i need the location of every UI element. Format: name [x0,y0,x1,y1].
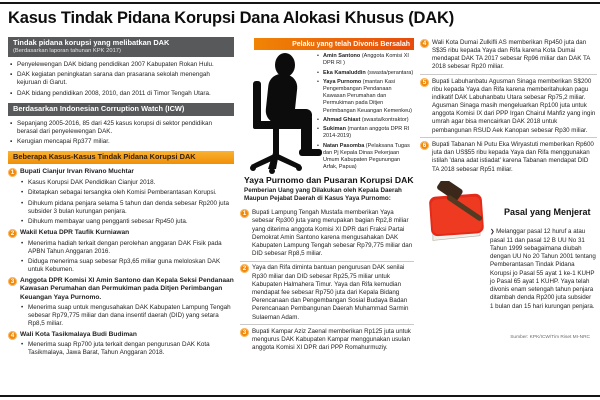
person-name: Ahmad Ghiast [323,116,361,123]
item-text: Bupati Tabanan Ni Putu Eka Wiryastuti memberikan Rp600 juta dan US$55 ribu kepada Yaya dan Rifa menggunakan istilah 'dana adat istiadat' karena Tabanan mendapat DID TA 2018 sebesar Rp51 miliar. [432,141,594,173]
convicted-person [317,143,414,172]
yaya-section-title: Yaya Purnomo dan Pusaran Korupsi DAK [244,175,414,186]
list-item: • Dihukum membayar uang pengganti sebesar Rp450 juta. [21,218,234,226]
icw-bullet-list [8,120,234,147]
section-kpk-subtitle: (Berdasarkan laporan tahunan KPK 2017) [13,47,121,54]
numbered-item [240,207,414,261]
pasal-body: ❯ Melanggar pasal 12 huruf a atau pasal 11 dan pasal 12 B UU No 31 Tahun 1999 sebagaimana diubah dengan UU No 20 Tahun 2001 tentang Pemberantasan Tindak Pidana Korupsi jo Pasal 55 ayat 1 ke-1 KUHP jo Pasal 65 ayat 1 KUHP. Yaya telah divonis enam setengah tahun penjara ditambah denda Rp200 juta subsider 1 bulan dan 15 hari kurungan penjara. [490,228,596,309]
section-cases-title: Beberapa Kasus-Kasus Tindak Pidana Korupsi DAK [13,152,196,162]
case-head [8,229,234,238]
case-head [8,277,234,302]
case-name: Wakil Ketua DPR Taufik Kurniawan [20,229,130,237]
item-number-badge: 2 [8,229,17,238]
convicted-person [317,70,414,77]
convicted-person [317,79,414,115]
list-item: ▪ DAK bidang pendidikan 2008, 2010, dan 2011 di Timor Tengah Utara. [10,90,234,98]
left-column [8,37,234,360]
case-item [8,331,234,358]
convicted-header [254,38,414,50]
list-item: • Menerima suap Rp700 juta terkait dengan pengurusan DAK Kota Tasikmalaya, Jawa Barat, Tahun Anggaran 2018. [21,341,234,357]
convicted-person [317,126,414,140]
person-role: (Anggota Komisi XI DPR RI ) [323,53,409,67]
case-name: Bupati Cianjur Irvan Rivano Muchtar [20,168,134,176]
numbered-item [420,74,597,138]
person-role: (swasta/kontraktor) [361,116,409,123]
item-number-badge: 4 [420,39,429,48]
list-item: • Kasus Korupsi DAK Pendidikan Cianjur 2018. [21,179,234,187]
case-head [8,168,234,177]
section-cases [8,151,234,357]
item-number-badge: 5 [420,78,429,87]
person-role: (swasta/perantara) [367,69,414,76]
convicted-title: Pelaku yang telah Divonis Bersalah [292,40,410,48]
yaya-item-list-continued [420,36,597,176]
page-title: Kasus Tindak Pidana Korupsi Dana Alokasi Khusus (DAK) [8,9,454,27]
list-item: • Menerima hadiah terkait dengan perolehan anggaran DAK Fisik pada APBN Tahun Anggaran 2016. [21,240,234,256]
pasal-title: Pasal yang Menjerat [504,207,591,218]
case-item [8,229,234,274]
person-role: (mantan anggota DPR RI 2014-2019) [323,126,410,140]
item-number-badge: 1 [240,209,249,218]
person-role: (Pelaksana Tugas dan Pj Kepala Dinas Pekerjaan Umum Kabupaten Pegunungan Arfak, Papua) [323,142,410,171]
case-name: Anggota DPR Komisi XI Amin Santono dan Kepala Seksi Pendanaan Kawasan Perumahan dan Permukiman pada Ditjen Perimbangan Keuangan Yaya Purnomo. [20,277,234,301]
middle-column [240,38,414,355]
convicted-person [317,117,414,124]
case-head [8,331,234,340]
person-name: Sukiman [323,126,346,133]
list-item: • Dihukum pidana penjara selama 5 tahun dan denda sebesar Rp200 juta subsider 3 bulan kurungan penjara. [21,200,234,216]
seated-person-silhouette-illustration [240,51,322,175]
convicted-person [317,53,414,67]
list-item: ▪ Sepanjang 2005-2016, 85 dari 425 kasus korupsi di sektor pendidikan berasal dari penyelewengan DAK. [10,120,234,136]
person-name: Amin Santono [323,53,361,60]
case-bullet-list [19,341,234,357]
pasal-text [490,228,596,311]
item-number-badge: 2 [240,264,249,273]
section-icw-title: Berdasarkan Indonesian Corruption Watch (ICW) [13,103,185,113]
item-text: Bupati Lampung Tengah Mustafa memberikan Yaya sebesar Rp300 juta yang merupakan bagian Rp2,8 miliar yang diterima anggota Komisi XI DPR dari Fraksi Partai Demokrat Amin Santono karena mengusahakan DAK Kabupaten Lampung Tengah sebesar Rp79,775 miliar dan DID sebesar Rp8,5 miliar. [252,209,413,258]
pasal-section [420,181,597,333]
list-item: • Diduga menerima suap sebesar Rp3,65 miliar guna meloloskan DAK untuk Kebumen. [21,258,234,274]
section-icw [8,103,234,146]
kpk-bullet-list [8,61,234,98]
top-rule [0,2,600,4]
section-icw-header [8,103,234,116]
person-role: (mantan Kasi Pengembangan Pendanaan Kawasan Perumahan dan Permukiman pada Ditjen Perimbangan Keuangan Kemenkeu) [323,78,412,114]
person-name: Eka Kamaluddin [323,69,366,76]
list-item: ▪ Kerugian mencapai Rp377 miliar. [10,138,234,146]
item-text: Bupati Labuhanbatu Agusman Sinaga memberikan S$200 ribu kepada Yaya dan Rifa karena memberitahukan pagu indikatif DAK Labuhanbatu Utara sebesar Rp75,2 miliar. Agusman Sinaga masih mengeluarkan Rp100 juta untuk anggota Komisi IX dari PPP Irgan Chairul Mahfiz yang ingin umrah agar bisa mencairkan DAK 2018 untuk pembangunan RSUD Aek Kanopan sebesar Rp30 miliar. [432,77,596,134]
item-text: Bupati Kampar Aziz Zaenal memberikan Rp125 juta untuk mengurus DAK Kabupaten Kampar menggunakan usulan anggota Komisi XI DPR dari PPP Romahurmuziy. [252,327,411,352]
yaya-item-list [240,207,414,356]
item-number-badge: 3 [8,277,17,286]
item-number-badge: 6 [420,141,429,150]
list-item: • Ditetapkan sebagai tersangka oleh Komisi Pemberantasan Korupsi. [21,189,234,197]
numbered-item [240,324,414,355]
case-list [8,168,234,357]
yaya-section-subtitle: Pemberian Uang yang Dilakukan oleh Kepala Daerah Maupun Pejabat Daerah di Kasus Yaya Purnomo: [244,187,402,203]
case-bullet-list [19,240,234,275]
case-item [8,168,234,226]
item-text: Wali Kota Dumai Zulkifli AS memberikan Rp450 juta dan S$35 ribu kepada Yaya dan Rifa karena Kota Dumai mendapat DAK TA 2017 sebesar Rp96 miliar dan DAK TA 2018 sebesar Rp20 miliar. [432,38,591,71]
case-bullet-list [19,179,234,226]
source-credit: Sumber: KPK/ICW/Tim Riset MI-NRC [510,335,590,340]
person-name: Natan Pasomba [323,142,365,149]
section-kpk [8,37,234,98]
bottom-rule [0,395,600,397]
right-column [420,36,597,333]
section-kpk-title: Tindak pidana korupsi yang melibatkan DAK [13,38,170,47]
list-item: • Menerima suap untuk mengusahakan DAK Kabupaten Lampung Tengah sebesar Rp79,775 miliar dan dana insentif daerah (DID) yang setara Rp8,5 miliar. [21,304,234,328]
convicted-list [317,53,414,171]
numbered-item [420,36,597,74]
case-item [8,277,234,327]
section-cases-header [8,151,234,164]
item-text: Yaya dan Rifa diminta bantuan pengurusan DAK senilai Rp30 miliar dan DID sebesar Rp25,75 miliar untuk Kabupaten Halmahera Timur. Yaya dan Rifa kemudian mendapat fee sebesar Rp750 juta dari Kepala Bidang Perencanaan dan Pengembangan Sosial Budaya Badan Perencanaan Pembangunan Daerah Muhammad Sarmin Sulaeman Adam. [252,264,409,321]
case-bullet-list [19,304,234,328]
item-number-badge: 1 [8,168,17,177]
list-item: ▪ Penyelewengan DAK bidang pendidikan 2007 Kabupaten Rokan Hulu. [10,61,234,69]
numbered-item [420,137,597,176]
case-name: Wali Kota Tasikmalaya Budi Budiman [20,330,137,338]
item-number-badge: 4 [8,331,17,340]
item-number-badge: 3 [240,328,249,337]
numbered-item [240,261,414,325]
section-kpk-header [8,37,234,57]
person-name: Yaya Purnomo [323,78,362,85]
list-item: ▪ DAK kegiatan peningkatan sarana dan prasarana sekolah menengah kejuruan di Garut. [10,71,234,87]
